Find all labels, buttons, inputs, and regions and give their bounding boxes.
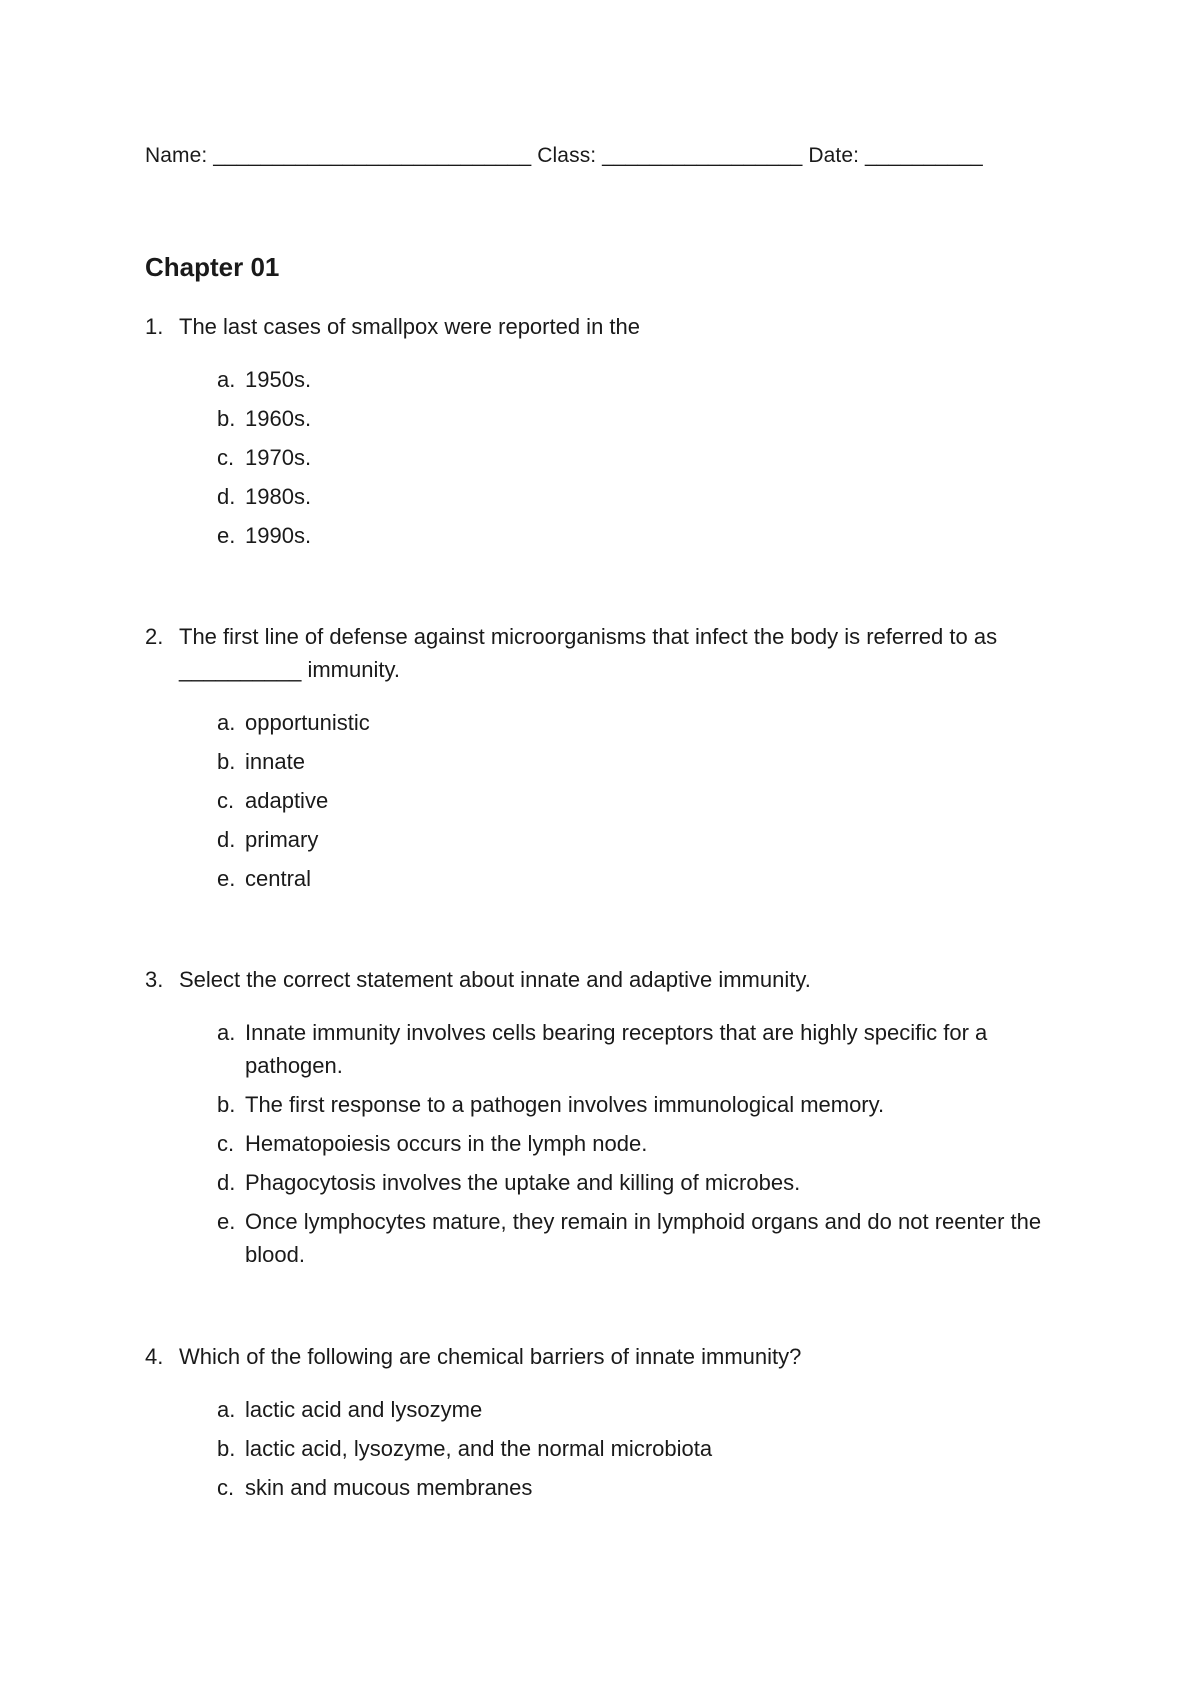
answer-option-b — [217, 1432, 1065, 1465]
option-text: lactic acid, lysozyme, and the normal microbiota — [245, 1436, 713, 1461]
question-text: Which of the following are chemical barriers of innate immunity? — [179, 1344, 802, 1369]
question-text: The last cases of smallpox were reported in the — [179, 314, 641, 339]
option-text: primary — [245, 827, 319, 852]
class-label: Class: — [537, 144, 597, 167]
answer-option-e — [217, 519, 1065, 552]
option-letter: a. — [217, 1020, 236, 1045]
option-letter: c. — [217, 445, 235, 470]
answer-options — [217, 1393, 1065, 1504]
student-info-line — [145, 144, 983, 168]
option-letter: e. — [217, 1209, 236, 1234]
answer-option-c — [217, 1127, 1065, 1160]
option-letter: a. — [217, 367, 236, 392]
option-letter: e. — [217, 523, 236, 548]
answer-option-b — [217, 402, 1065, 435]
option-text: 1950s. — [245, 367, 312, 392]
question-number: 3. — [145, 967, 164, 992]
answer-options — [217, 706, 1065, 895]
name-label: Name: — [145, 144, 208, 167]
answer-option-b — [217, 1088, 1065, 1121]
option-letter: a. — [217, 1397, 236, 1422]
question-number: 1. — [145, 314, 164, 339]
date-blank: __________ — [865, 144, 983, 167]
option-letter: d. — [217, 827, 236, 852]
option-text: opportunistic — [245, 710, 370, 735]
question-4 — [145, 1340, 1065, 1510]
option-text: 1980s. — [245, 484, 312, 509]
option-text: Innate immunity involves cells bearing receptors that are highly specific for a pathogen. — [245, 1020, 988, 1078]
answer-option-c — [217, 784, 1065, 817]
question-stem — [145, 963, 1065, 996]
answer-option-d — [217, 1166, 1065, 1199]
question-stem — [145, 310, 1065, 343]
question-1 — [145, 310, 1065, 558]
date-label: Date: — [808, 144, 860, 167]
option-letter: b. — [217, 1436, 236, 1461]
option-text: lactic acid and lysozyme — [245, 1397, 483, 1422]
option-text: Once lymphocytes mature, they remain in lymphoid organs and do not reenter the blood. — [245, 1209, 1042, 1267]
option-letter: a. — [217, 710, 236, 735]
option-letter: c. — [217, 1475, 235, 1500]
answer-option-e — [217, 862, 1065, 895]
option-letter: b. — [217, 406, 236, 431]
answer-option-c — [217, 1471, 1065, 1504]
answer-option-d — [217, 480, 1065, 513]
question-stem — [145, 1340, 1065, 1373]
question-3 — [145, 963, 1065, 1277]
option-letter: e. — [217, 866, 236, 891]
option-text: Hematopoiesis occurs in the lymph node. — [245, 1131, 648, 1156]
answer-option-b — [217, 745, 1065, 778]
answer-option-c — [217, 441, 1065, 474]
option-text: The first response to a pathogen involves immunological memory. — [245, 1092, 885, 1117]
class-blank: _________________ — [602, 144, 803, 167]
option-text: 1970s. — [245, 445, 312, 470]
question-2 — [145, 620, 1065, 901]
question-text: Select the correct statement about innate and adaptive immunity. — [179, 967, 811, 992]
option-text: 1990s. — [245, 523, 312, 548]
option-text: innate — [245, 749, 305, 774]
answer-option-d — [217, 823, 1065, 856]
answer-option-a — [217, 1393, 1065, 1426]
option-letter: d. — [217, 484, 236, 509]
option-text: central — [245, 866, 312, 891]
question-number: 4. — [145, 1344, 164, 1369]
option-letter: b. — [217, 749, 236, 774]
option-text: adaptive — [245, 788, 329, 813]
option-text: 1960s. — [245, 406, 312, 431]
answer-option-a — [217, 1016, 1065, 1082]
option-letter: d. — [217, 1170, 236, 1195]
chapter-title: Chapter 01 — [145, 252, 280, 282]
option-text: Phagocytosis involves the uptake and killing of microbes. — [245, 1170, 801, 1195]
answer-options — [217, 1016, 1065, 1271]
option-letter: c. — [217, 788, 235, 813]
answer-option-a — [217, 363, 1065, 396]
question-text: The first line of defense against microorganisms that infect the body is referred to as __________ immunity. — [179, 624, 998, 682]
name-blank: ___________________________ — [213, 144, 532, 167]
answer-option-e — [217, 1205, 1065, 1271]
option-letter: b. — [217, 1092, 236, 1117]
option-text: skin and mucous membranes — [245, 1475, 533, 1500]
answer-option-a — [217, 706, 1065, 739]
question-number: 2. — [145, 624, 164, 649]
option-letter: c. — [217, 1131, 235, 1156]
answer-options — [217, 363, 1065, 552]
question-stem — [145, 620, 1065, 686]
